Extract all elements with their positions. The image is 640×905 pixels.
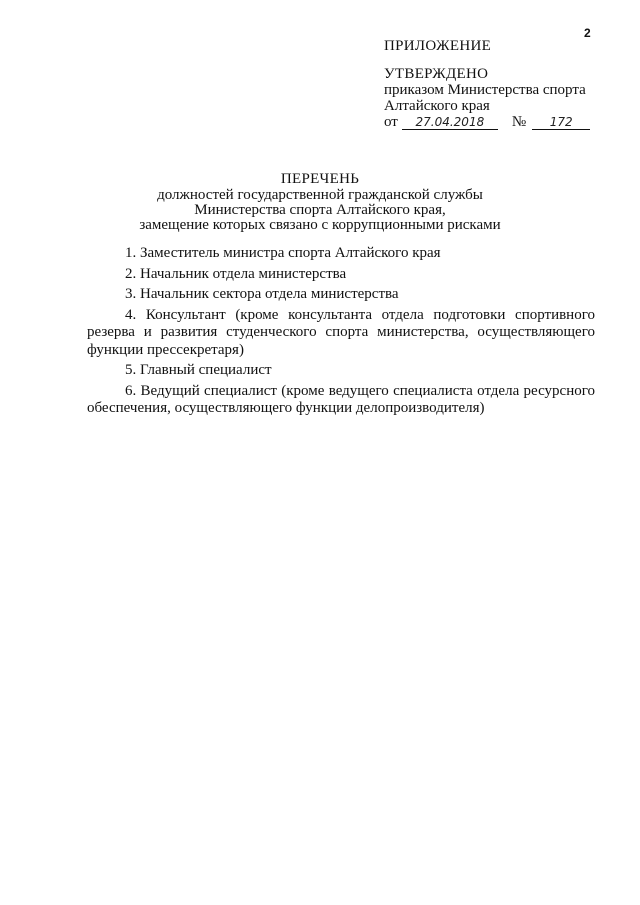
approved-title: УТВЕРЖДЕНО: [384, 66, 489, 82]
list-item: 3. Начальник сектора отдела министерства: [125, 286, 399, 302]
order-date-field: 27.04.2018: [402, 115, 498, 130]
document-heading: [120, 172, 520, 233]
list-item: 6. Ведущий специалист (кроме ведущего специалиста отдела ресурсного обеспечения, осуществляющего функции делопроизводителя): [87, 382, 595, 416]
list-item: 1. Заместитель министра спорта Алтайского края: [125, 245, 441, 261]
list-item: 2. Начальник отдела министерства: [125, 265, 347, 282]
appendix-title: ПРИЛОЖЕНИЕ: [384, 38, 492, 54]
heading-line-1: должностей государственной гражданской службы: [157, 187, 483, 203]
appendix-block: [384, 38, 620, 130]
order-line-1: приказом Министерства спорта: [384, 82, 586, 98]
order-number-field: 172: [532, 115, 590, 130]
list-item: 5. Главный специалист: [125, 362, 272, 378]
page-number: 2: [584, 26, 591, 40]
positions-list: [87, 245, 595, 421]
number-sign: №: [511, 114, 527, 130]
date-prefix: от: [384, 114, 398, 130]
heading-line-3: замещение которых связано с коррупционными рисками: [139, 217, 501, 233]
heading-line-2: Министерства спорта Алтайского края,: [194, 202, 446, 218]
order-line-2: Алтайского края: [384, 98, 490, 114]
list-item: 4. Консультант (кроме консультанта отдела подготовки спортивного резерва и развития студенческого спорта министерства, осуществляющего функции прессекретаря): [87, 306, 595, 358]
order-date-number-line: [384, 114, 620, 130]
heading-title: ПЕРЕЧЕНЬ: [280, 171, 360, 187]
